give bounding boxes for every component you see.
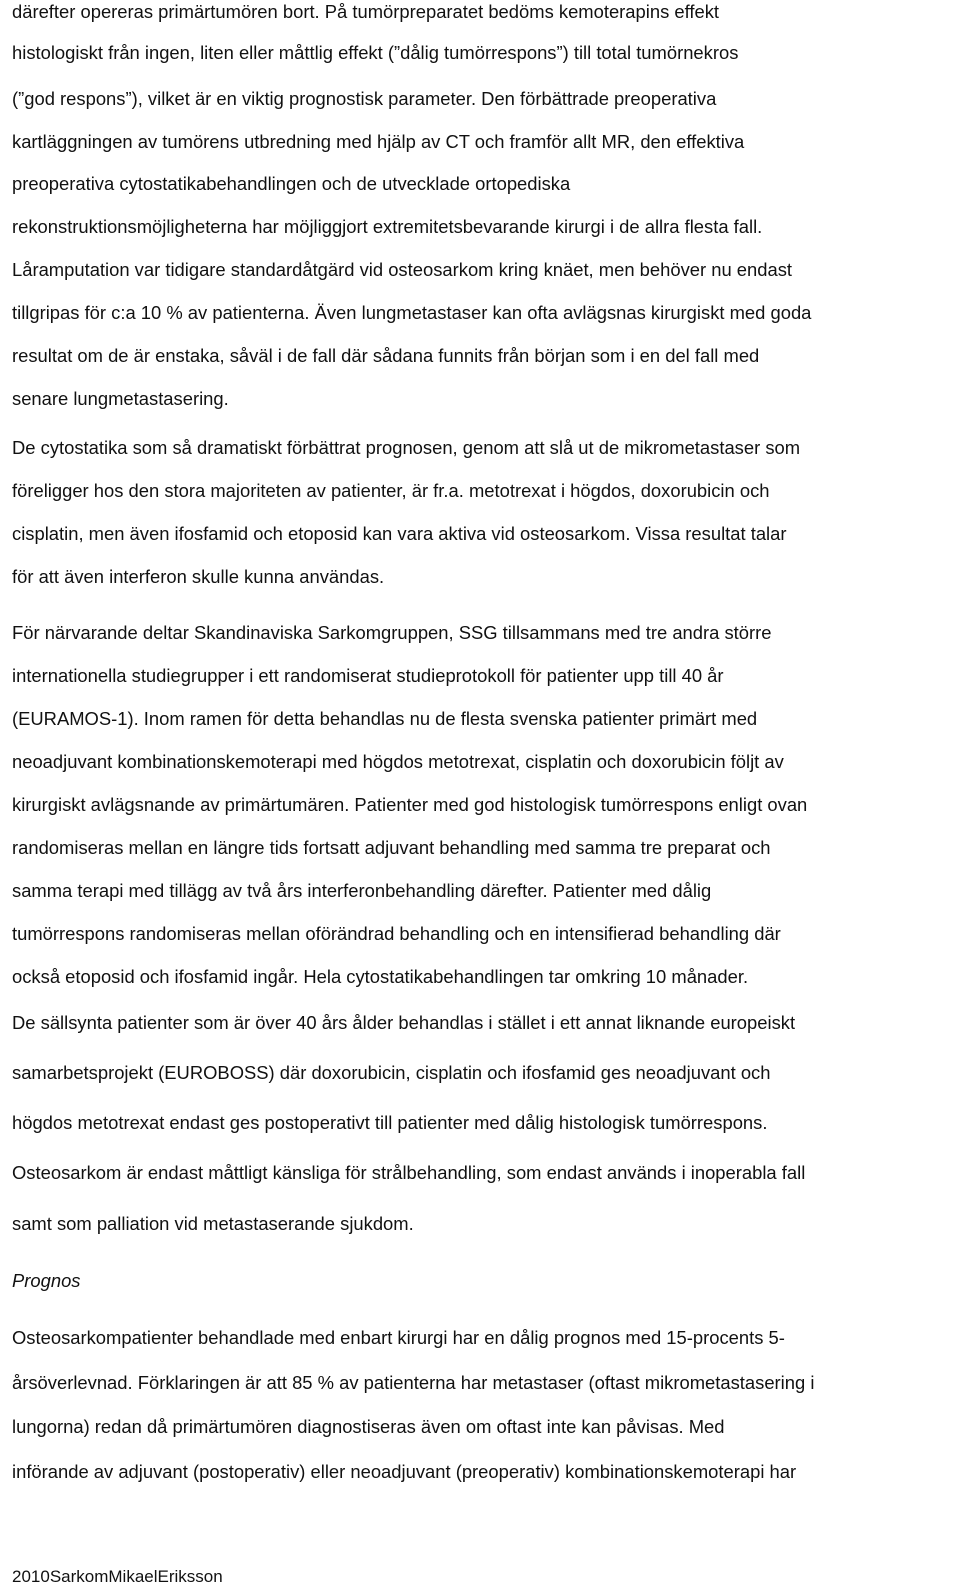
text-line: införande av adjuvant (postoperativ) eller neoadjuvant (preoperativ) kombinationskemoterapi har xyxy=(12,1461,797,1482)
text-line: kirurgiskt avlägsnande av primärtumären. Patienter med god histologisk tumörrespons enligt ovan xyxy=(12,794,808,815)
section-heading-prognos: Prognos xyxy=(12,1270,81,1291)
text-line: Osteosarkompatienter behandlade med enbart kirurgi har en dålig prognos med 15-procents 5- xyxy=(12,1327,785,1348)
text-line: årsöverlevnad. Förklaringen är att 85 % av patienterna har metastaser (oftast mikrometastasering i xyxy=(12,1372,815,1393)
text-line: kartläggningen av tumörens utbredning med hjälp av CT och framför allt MR, den effektiva xyxy=(12,131,745,152)
text-line: Låramputation var tidigare standardåtgärd vid osteosarkom kring knäet, men behöver nu endast xyxy=(12,259,793,280)
text-line: De sällsynta patienter som är över 40 års ålder behandlas i stället i ett annat liknande europeiskt xyxy=(12,1012,796,1033)
page-footer: 2010SarkomMikaelEriksson xyxy=(12,1567,223,1586)
text-line: (EURAMOS-1). Inom ramen för detta behandlas nu de flesta svenska patienter primärt med xyxy=(12,708,758,729)
text-line: histologiskt från ingen, liten eller måttlig effekt (”dålig tumörrespons”) till total tumörnekros xyxy=(12,42,739,63)
text-line: föreligger hos den stora majoriteten av patienter, är fr.a. metotrexat i högdos, doxorubicin och xyxy=(12,480,770,501)
text-line: De cytostatika som så dramatiskt förbättrat prognosen, genom att slå ut de mikrometastaser som xyxy=(12,437,801,458)
text-line: rekonstruktionsmöjligheterna har möjliggjort extremitetsbevarande kirurgi i de allra flesta fall. xyxy=(12,216,763,237)
text-line: randomiseras mellan en längre tids fortsatt adjuvant behandling med samma tre preparat och xyxy=(12,837,771,858)
text-line: tillgripas för c:a 10 % av patienterna. Även lungmetastaser kan ofta avlägsnas kirurgiskt med goda xyxy=(12,302,812,323)
text-line: neoadjuvant kombinationskemoterapi med högdos metotrexat, cisplatin och doxorubicin följt av xyxy=(12,751,784,772)
text-line: Osteosarkom är endast måttligt känsliga för strålbehandling, som endast används i inoperabla fall xyxy=(12,1162,806,1183)
text-line: preoperativa cytostatikabehandlingen och de utvecklade ortopediska xyxy=(12,173,571,194)
text-line: cisplatin, men även ifosfamid och etoposid kan vara aktiva vid osteosarkom. Vissa resultat talar xyxy=(12,523,787,544)
text-line: samma terapi med tillägg av två års interferonbehandling därefter. Patienter med dålig xyxy=(12,880,712,901)
text-line: (”god respons”), vilket är en viktig prognostisk parameter. Den förbättrade preoperativa xyxy=(12,88,717,109)
text-line: lungorna) redan då primärtumören diagnostiseras även om oftast inte kan påvisas. Med xyxy=(12,1416,725,1437)
text-line: också etoposid och ifosfamid ingår. Hela cytostatikabehandlingen tar omkring 10 månader. xyxy=(12,966,749,987)
text-line: för att även interferon skulle kunna användas. xyxy=(12,566,385,587)
text-line: För närvarande deltar Skandinaviska Sarkomgruppen, SSG tillsammans med tre andra större xyxy=(12,622,772,643)
text-line: högdos metotrexat endast ges postoperativt till patienter med dålig histologisk tumörrespons. xyxy=(12,1112,768,1133)
text-line: samarbetsprojekt (EUROBOSS) där doxorubicin, cisplatin och ifosfamid ges neoadjuvant och xyxy=(12,1062,771,1083)
text-line: resultat om de är enstaka, såväl i de fall där sådana funnits från början som i en del fall med xyxy=(12,345,760,366)
text-line: därefter opereras primärtumören bort. På tumörpreparatet bedöms kemoterapins effekt xyxy=(12,1,720,22)
text-line: internationella studiegrupper i ett randomiserat studieprotokoll för patienter upp till 40 år xyxy=(12,665,724,686)
text-line: samt som palliation vid metastaserande sjukdom. xyxy=(12,1213,414,1234)
text-line: senare lungmetastasering. xyxy=(12,388,229,409)
text-line: tumörrespons randomiseras mellan oförändrad behandling och en intensifierad behandling där xyxy=(12,923,781,944)
